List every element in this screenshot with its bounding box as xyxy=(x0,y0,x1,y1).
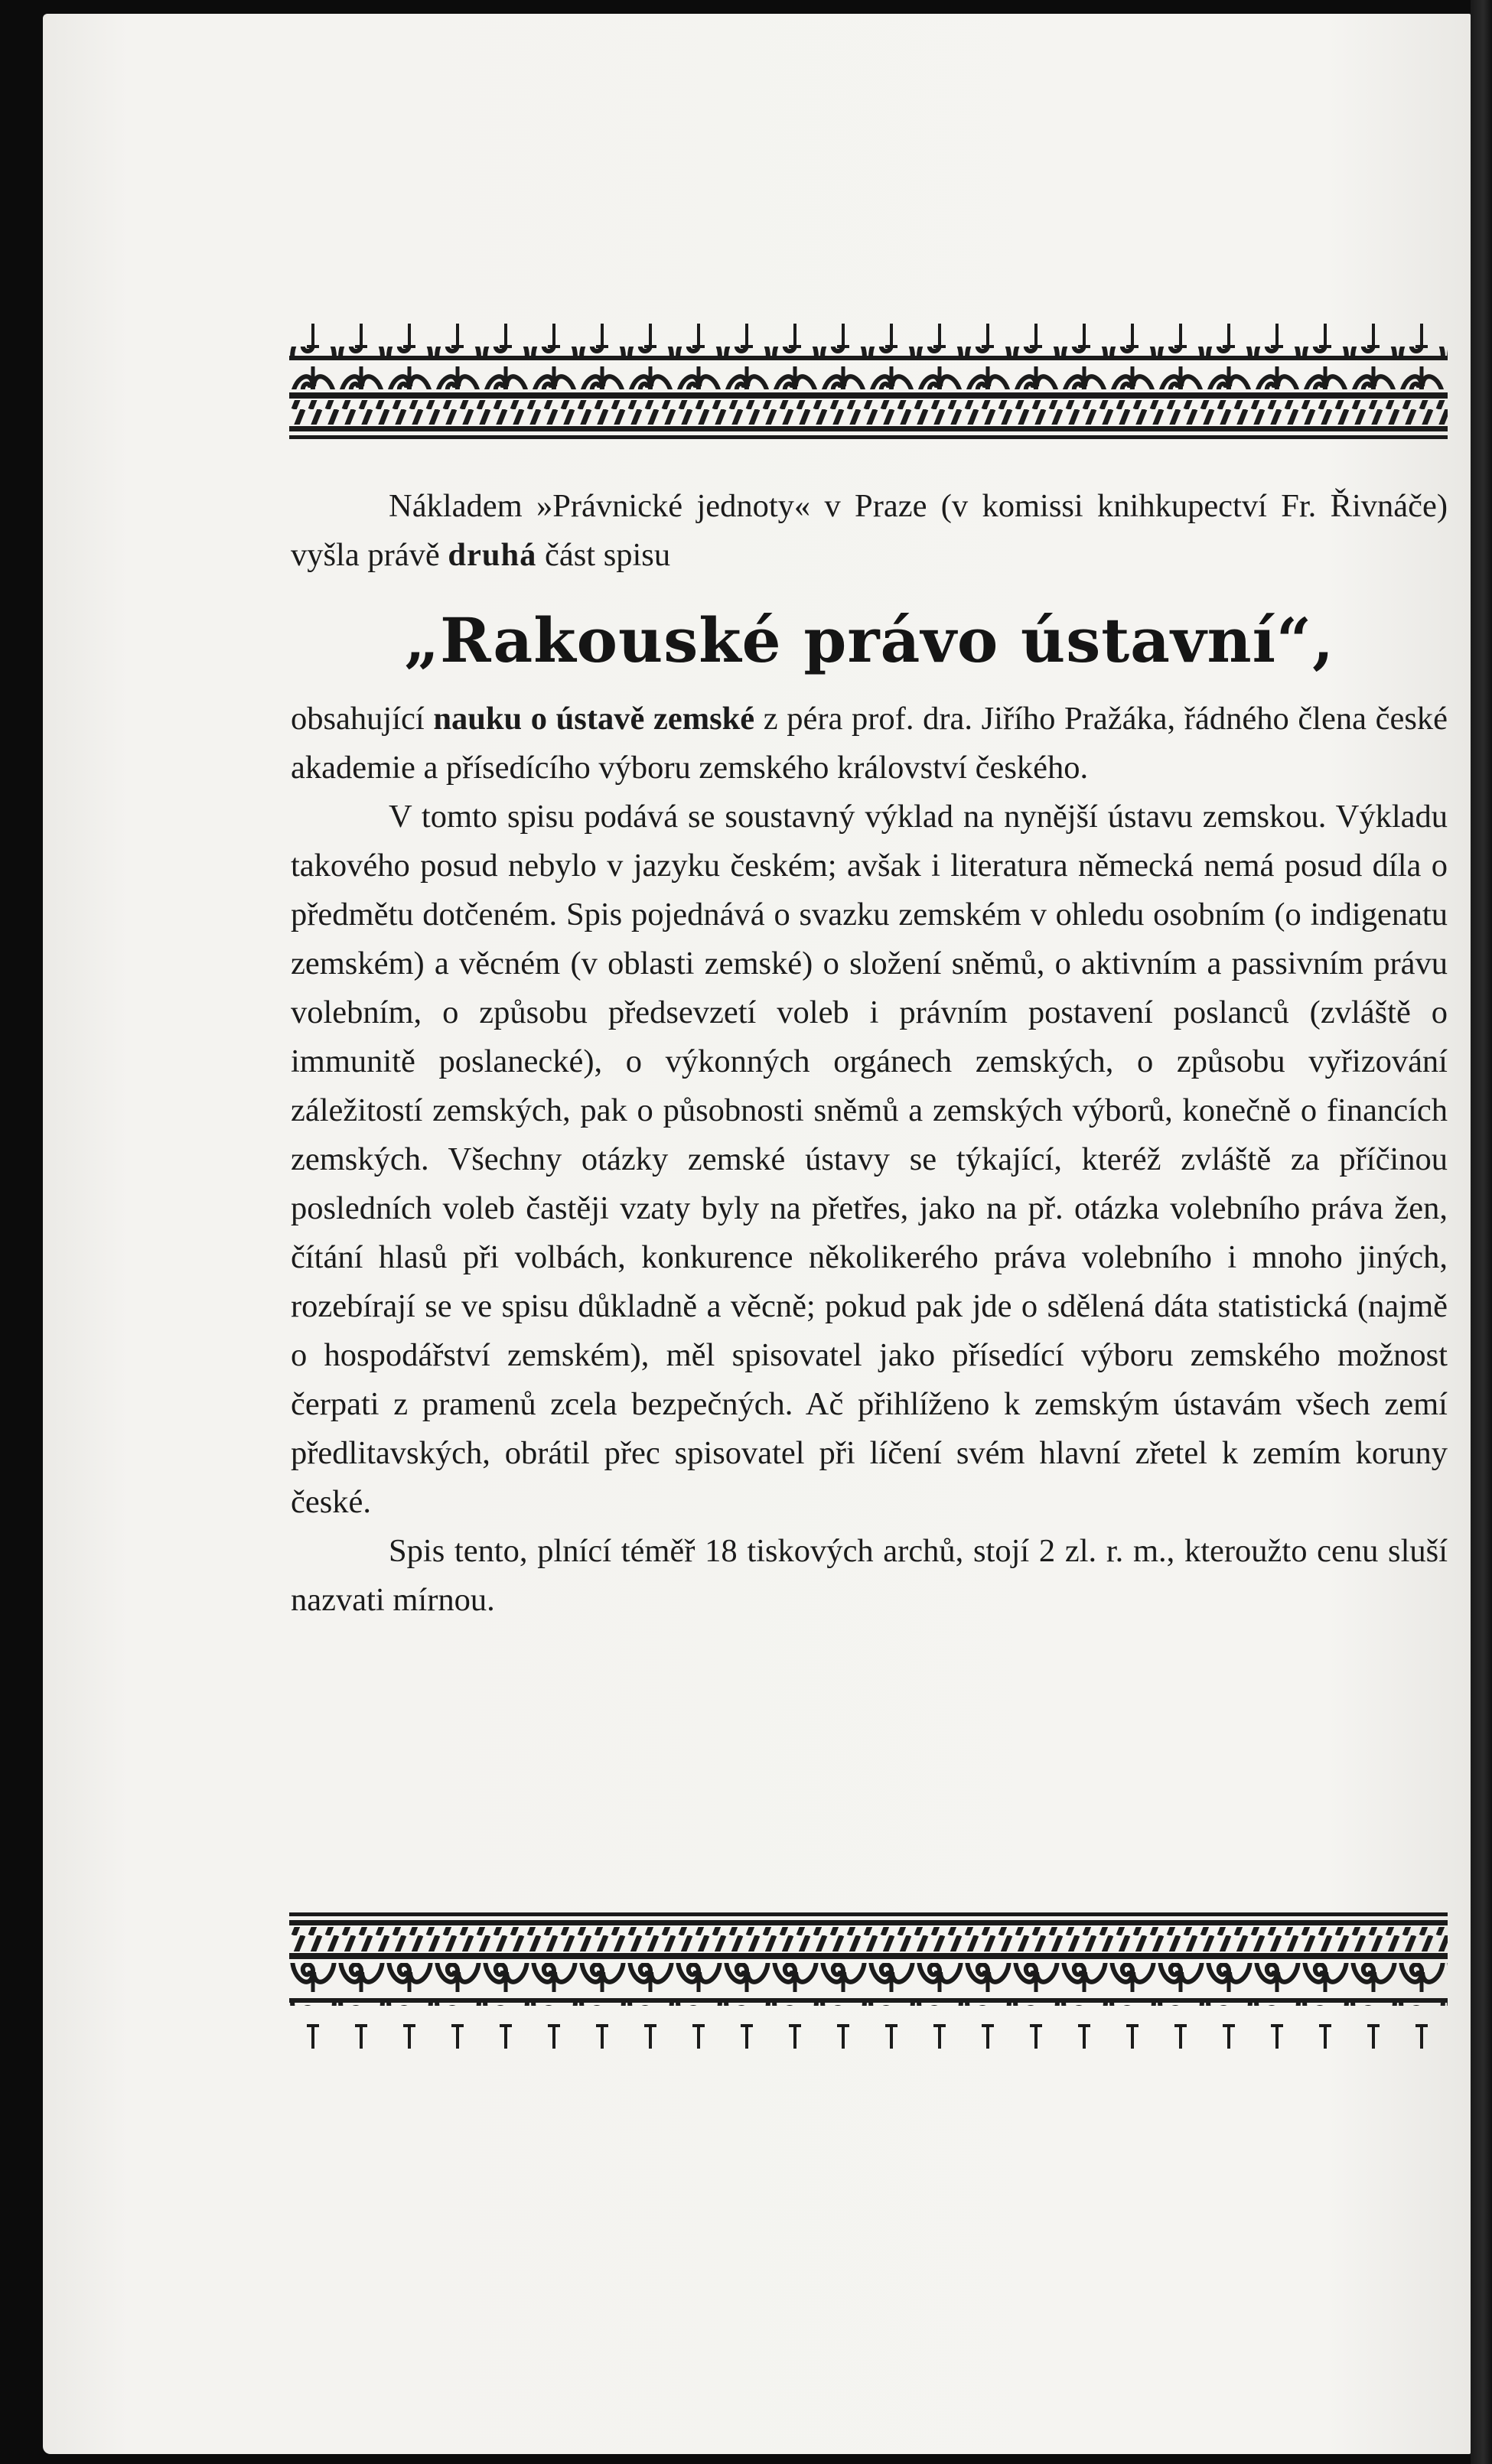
intro-paragraph xyxy=(291,482,1448,580)
scan-right-edge xyxy=(1471,0,1492,2464)
description-bold: nauku o ústavě zemské xyxy=(433,701,755,737)
description-paragraph xyxy=(291,695,1448,793)
intro-text-part2: část spisu xyxy=(536,537,671,573)
description-part1: obsahující xyxy=(291,701,434,737)
intro-bold-druha: druhá xyxy=(448,537,537,573)
bottom-ornamental-border xyxy=(289,1912,1448,2054)
advertisement-text xyxy=(291,482,1448,1625)
price-paragraph: Spis tento, plnící téměř 18 tiskových archů, stojí 2 zl. r. m., kteroužto cenu sluší nazvati mírnou. xyxy=(291,1533,1448,1618)
body-paragraph: V tomto spisu podává se soustavný výklad na nynější ústavu zemskou. Výkladu takového posud nebylo v jazyku českém; avšak i literatura německá nemá posud díla o předmětu dotčeném. Spis pojednává o svazku zemském v ohledu osobním (o indigenatu zemském) a věcném (v oblasti zemské) o složení sněmů, o aktivním a passivním právu volebním, o způsobu předsevzetí voleb i právním postavení poslanců (zvláště o immunitě poslanecké), o výkonných orgánech zemských, o způsobu vyřizování záležitostí zemských, pak o působnosti sněmů a zemských výborů, konečně o financích zemských. Všechny otázky zemské ústavy se týkající, kteréž zvláště za příčinou posledních voleb častěji vzaty byly na přetřes, jako na př. otázka volebního práva žen, čítání hlasů při volbách, konkurence několikerého práva volebního i mnoho jiných, rozebírají se ve spisu důkladně a věcně; pokud pak jde o sdělená dáta statistická (najmě o hospodářství zemském), měl spisovatel jako přísedící výboru zemského možnost čerpati z pramenů zcela bezpečných. Ač přihlíženo k zemským ústavám všech zemí předlitavských, obrátil přec spisovatel při líčení svém hlavní zřetel k zemím koruny české. xyxy=(291,799,1448,1520)
book-title: „Rakouské právo ústavní“, xyxy=(404,604,1334,676)
top-ornamental-border xyxy=(289,317,1448,449)
intro-text-part1: Nákladem »Právnické jednoty« v Praze (v komissi knihkupectví Fr. Řivnáče) vyšla právě xyxy=(291,488,1448,573)
description-part2: z péra prof. dra. Jiřího Pražáka, řádného člena české akademie a přísedícího výboru zemského království českého. xyxy=(291,701,1448,786)
